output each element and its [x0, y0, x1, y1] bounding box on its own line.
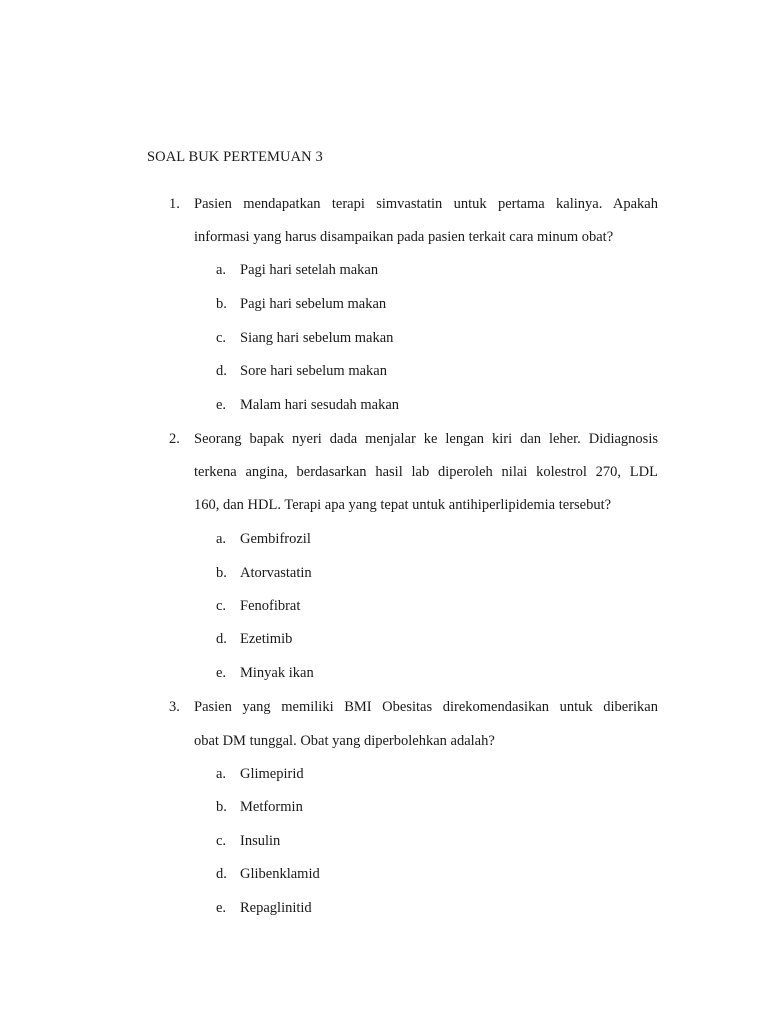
option-letter: e. [216, 397, 227, 413]
option-text: Ezetimib [240, 631, 293, 647]
question-number: 3. [169, 699, 180, 715]
option-letter: a. [216, 262, 227, 278]
option-letter: b. [216, 565, 227, 581]
option-text: Metformin [240, 799, 303, 815]
option-text: Malam hari sesudah makan [240, 397, 400, 413]
option-text: Atorvastatin [240, 565, 312, 581]
option-letter: c. [216, 833, 227, 849]
option-text: Insulin [240, 833, 281, 849]
question-text-line: 160, dan HDL. Terapi apa yang tepat untuk antihiperlipidemia tersebut? [194, 497, 612, 513]
option-letter: a. [216, 531, 227, 547]
option-text: Siang hari sebelum makan [240, 330, 394, 346]
option-letter: c. [216, 598, 227, 614]
question-text-line: informasi yang harus disampaikan pada pasien terkait cara minum obat? [194, 229, 614, 245]
document-title: SOAL BUK PERTEMUAN 3 [147, 149, 323, 165]
option-letter: e. [216, 665, 227, 681]
option-letter: a. [216, 766, 227, 782]
option-letter: d. [216, 631, 227, 647]
question-text-line: Seorang bapak nyeri dada menjalar ke lengan kiri dan leher. Didiagnosis [194, 431, 658, 447]
question-text-line: terkena angina, berdasarkan hasil lab diperoleh nilai kolestrol 270, LDL [194, 464, 658, 480]
option-letter: b. [216, 296, 227, 312]
option-text: Glimepirid [240, 766, 304, 782]
option-letter: c. [216, 330, 227, 346]
option-text: Gembifrozil [240, 531, 311, 547]
option-letter: b. [216, 799, 227, 815]
option-letter: d. [216, 363, 227, 379]
option-text: Repaglinitid [240, 900, 312, 916]
option-text: Sore hari sebelum makan [240, 363, 387, 379]
option-text: Pagi hari setelah makan [240, 262, 379, 278]
question-text-line: Pasien mendapatkan terapi simvastatin untuk pertama kalinya. Apakah [194, 196, 658, 212]
option-text: Glibenklamid [240, 866, 320, 882]
option-letter: d. [216, 866, 227, 882]
option-text: Fenofibrat [240, 598, 301, 614]
question-text-line: obat DM tunggal. Obat yang diperbolehkan adalah? [194, 733, 495, 749]
option-text: Pagi hari sebelum makan [240, 296, 387, 312]
question-number: 1. [169, 196, 180, 212]
question-number: 2. [169, 431, 180, 447]
question-text-line: Pasien yang memiliki BMI Obesitas direkomendasikan untuk diberikan [194, 699, 658, 715]
option-letter: e. [216, 900, 227, 916]
option-text: Minyak ikan [240, 665, 314, 681]
